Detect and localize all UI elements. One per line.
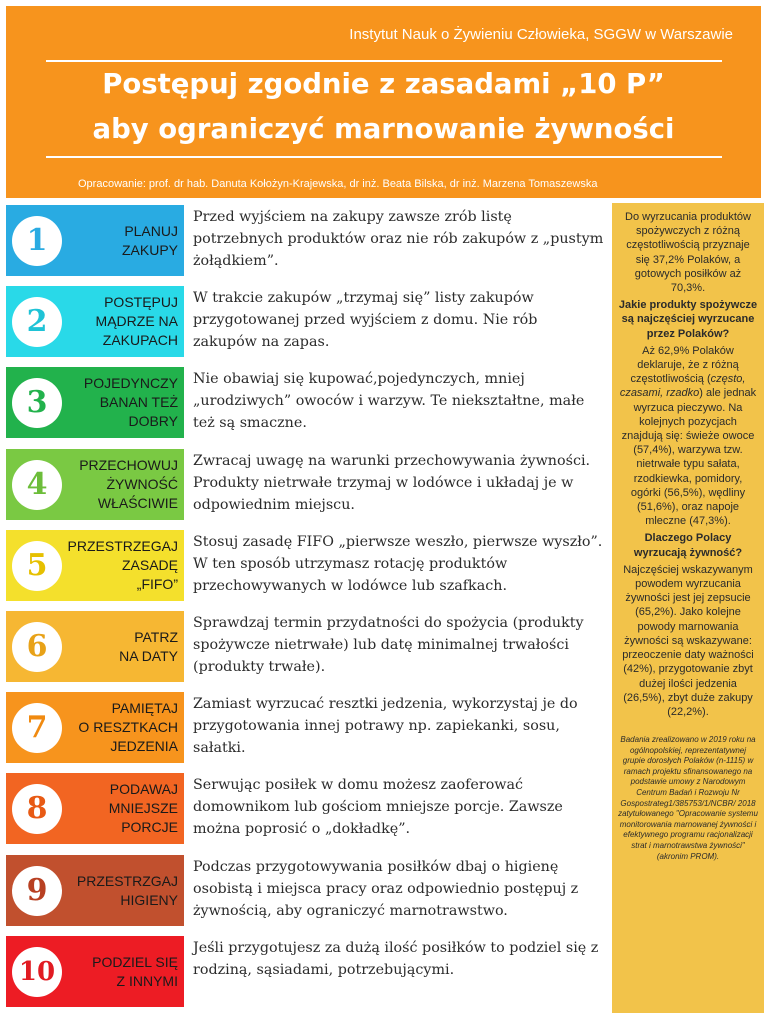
rule-number-circle: 7 bbox=[12, 703, 62, 753]
rule-number-circle: 3 bbox=[12, 378, 62, 428]
rule-2-description: W trakcie zakupów „trzymaj się” listy zakupów przygotowanej przed wyjściem z domu. Nie rób zakupów na zapas. bbox=[193, 290, 538, 350]
rule-1-bar bbox=[6, 205, 184, 276]
title-line-1: Postępuj zgodnie z zasadami „10 P” bbox=[102, 68, 665, 100]
statistics-sidebar bbox=[612, 203, 764, 1013]
rule-label: PODAWAJ MNIEJSZE PORCJE bbox=[108, 781, 178, 835]
sidebar-research-note: Badania zrealizowano w 2019 roku na ogólnopolskiej, reprezentatywnej grupie dorosłych Polaków (n-1115) w ramach projektu sfinansowanego na podstawie umowy z Narodowym Centrum Badań i Rozwoju Nr Gospostrateg1/385753/1/NCBR/ 2018 zatytułowanego "Opracowanie systemu monitorowania marnowanej żywności i efektywnego programu racjonalizacji strat i marnotrawstwa żywności" (akronim PROM). bbox=[618, 735, 758, 861]
rule-4-description: Zwracaj uwagę na warunki przechowywania żywności. Produkty nietrwałe trzymaj w lodówce i układaj je w odpowiednim miejscu. bbox=[193, 453, 591, 513]
rule-6-bar bbox=[6, 611, 184, 682]
header-divider-top bbox=[46, 60, 722, 62]
rule-7-bar bbox=[6, 692, 184, 763]
rule-9-bar bbox=[6, 855, 184, 926]
rule-3-bar bbox=[6, 367, 184, 438]
rule-number-circle: 2 bbox=[12, 297, 62, 347]
rule-label: PODZIEL SIĘ Z INNYMI bbox=[92, 953, 178, 989]
rule-number-circle: 8 bbox=[12, 784, 62, 834]
sidebar-heading-products: Jakie produkty spożywcze są najczęściej wyrzucane przez Polaków? bbox=[618, 299, 758, 340]
rule-9-description: Podczas przygotowywania posiłków dbaj o higienę osobistą i miejsca pracy oraz odpowiednio postępuj z żywnością, aby ograniczyć marnotrawstwo. bbox=[193, 859, 579, 919]
rule-label: POJEDYNCZY BANAN TEŻ DOBRY bbox=[83, 375, 178, 429]
rule-5-bar bbox=[6, 530, 184, 601]
rule-number-circle: 4 bbox=[12, 460, 62, 510]
rule-10-bar bbox=[6, 936, 184, 1007]
rule-label: PRZESTRZEGAJ ZASADĘ „FIFO” bbox=[67, 538, 178, 592]
title-line-2: aby ograniczyć marnowanie żywności bbox=[92, 113, 675, 145]
sidebar-products-text-italic: często, czasami, rzadko bbox=[619, 373, 746, 400]
rule-number-circle: 6 bbox=[12, 622, 62, 672]
rule-2-bar bbox=[6, 286, 184, 357]
rule-7-description: Zamiast wyrzucać resztki jedzenia, wykorzystaj je do przygotowania innej potrawy np. zapiekanki, sosu, sałatki. bbox=[193, 696, 578, 756]
sidebar-products-text bbox=[618, 344, 758, 529]
rule-label: PRZESTRZGAJ HIGIENY bbox=[76, 872, 178, 908]
rule-number-circle: 1 bbox=[12, 216, 62, 266]
sidebar-reasons-text: Najczęściej wskazywanym powodem wyrzucania żywności jest jej zepsucie (65,2%). Jako kolejne powody marnowania żywności są wskazywane: przeoczenie daty ważności (42%), przygotowanie zbyt dużej ilości jedzenia (26,5%), zbyt duże zakupy (22,2%). bbox=[622, 563, 754, 718]
rule-label: PRZECHOWUJ ŻYWNOŚĆ WŁAŚCIWIE bbox=[79, 457, 178, 511]
rule-label: PATRZ NA DATY bbox=[119, 628, 178, 664]
rule-5-description: Stosuj zasadę FIFO „pierwsze weszło, pierwsze wyszło”. W ten sposób utrzymasz rotację produktów przechowywanych w lodówce lub szafkach. bbox=[193, 534, 603, 594]
rule-number-circle: 10 bbox=[12, 947, 62, 997]
rule-3-description: Nie obawiaj się kupować,pojedynczych, mniej „urodziwych” owoców i warzyw. Te niekształtne, małe też są smaczne. bbox=[193, 371, 585, 431]
sidebar-intro: Do wyrzucania produktów spożywczych z różną częstotliwością przyznaje się 37,2% Polaków, a gotowych posiłków aż 70,3%. bbox=[625, 211, 751, 295]
rule-number-circle: 5 bbox=[12, 541, 62, 591]
header-banner bbox=[6, 6, 761, 198]
rule-label: PAMIĘTAJ O RESZTKACH JEDZENIA bbox=[78, 700, 178, 754]
institution-name: Instytut Nauk o Żywieniu Człowieka, SGGW w Warszawie bbox=[349, 26, 733, 43]
rule-label: POSTĘPUJ MĄDRZE NA ZAKUPACH bbox=[95, 294, 178, 348]
rule-10-description: Jeśli przygotujesz za dużą ilość posiłków to podziel się z rodziną, sąsiadami, potrzebującymi. bbox=[193, 940, 599, 978]
rule-label: PLANUJ ZAKUPY bbox=[121, 222, 178, 258]
authors-credit: Opracowanie: prof. dr hab. Danuta Kołożyn-Krajewska, dr inż. Beata Bilska, dr inż. Marzena Tomaszewska bbox=[78, 178, 598, 190]
rule-number-circle: 9 bbox=[12, 866, 62, 916]
rule-6-description: Sprawdzaj termin przydatności do spożycia (produkty spożywcze nietrwałe) lub datę minimalnej trwałości (produkty trwałe). bbox=[193, 615, 584, 675]
rule-1-description: Przed wyjściem na zakupy zawsze zrób listę potrzebnych produktów oraz nie rób zakupów z „pustym żołądkiem”. bbox=[193, 209, 604, 269]
rule-8-description: Serwując posiłek w domu możesz zaoferować domownikom lub gościom mniejsze porcje. Zawsze można poprosić o „dokładkę”. bbox=[193, 777, 563, 837]
sidebar-products-text-a: Aż 62,9% Polaków deklaruje, że z różną częstotliwością ( bbox=[630, 344, 739, 386]
rule-4-bar bbox=[6, 449, 184, 520]
sidebar-products-text-b: ) ale jednak wyrzuca pieczywo. Na kolejnych pozycjach znajdują się: świeże owoce (57,4%), warzywa tzw. nietrwałe typu sałata, rzodkiewka, pomidory, ogórki (56,5%), wędliny (51,6%), oraz napoje mleczne (47,3%). bbox=[621, 387, 757, 528]
sidebar-heading-reasons: Dlaczego Polacy wyrzucają żywność? bbox=[633, 532, 743, 559]
rule-8-bar bbox=[6, 773, 184, 844]
header-divider-bottom bbox=[46, 156, 722, 158]
